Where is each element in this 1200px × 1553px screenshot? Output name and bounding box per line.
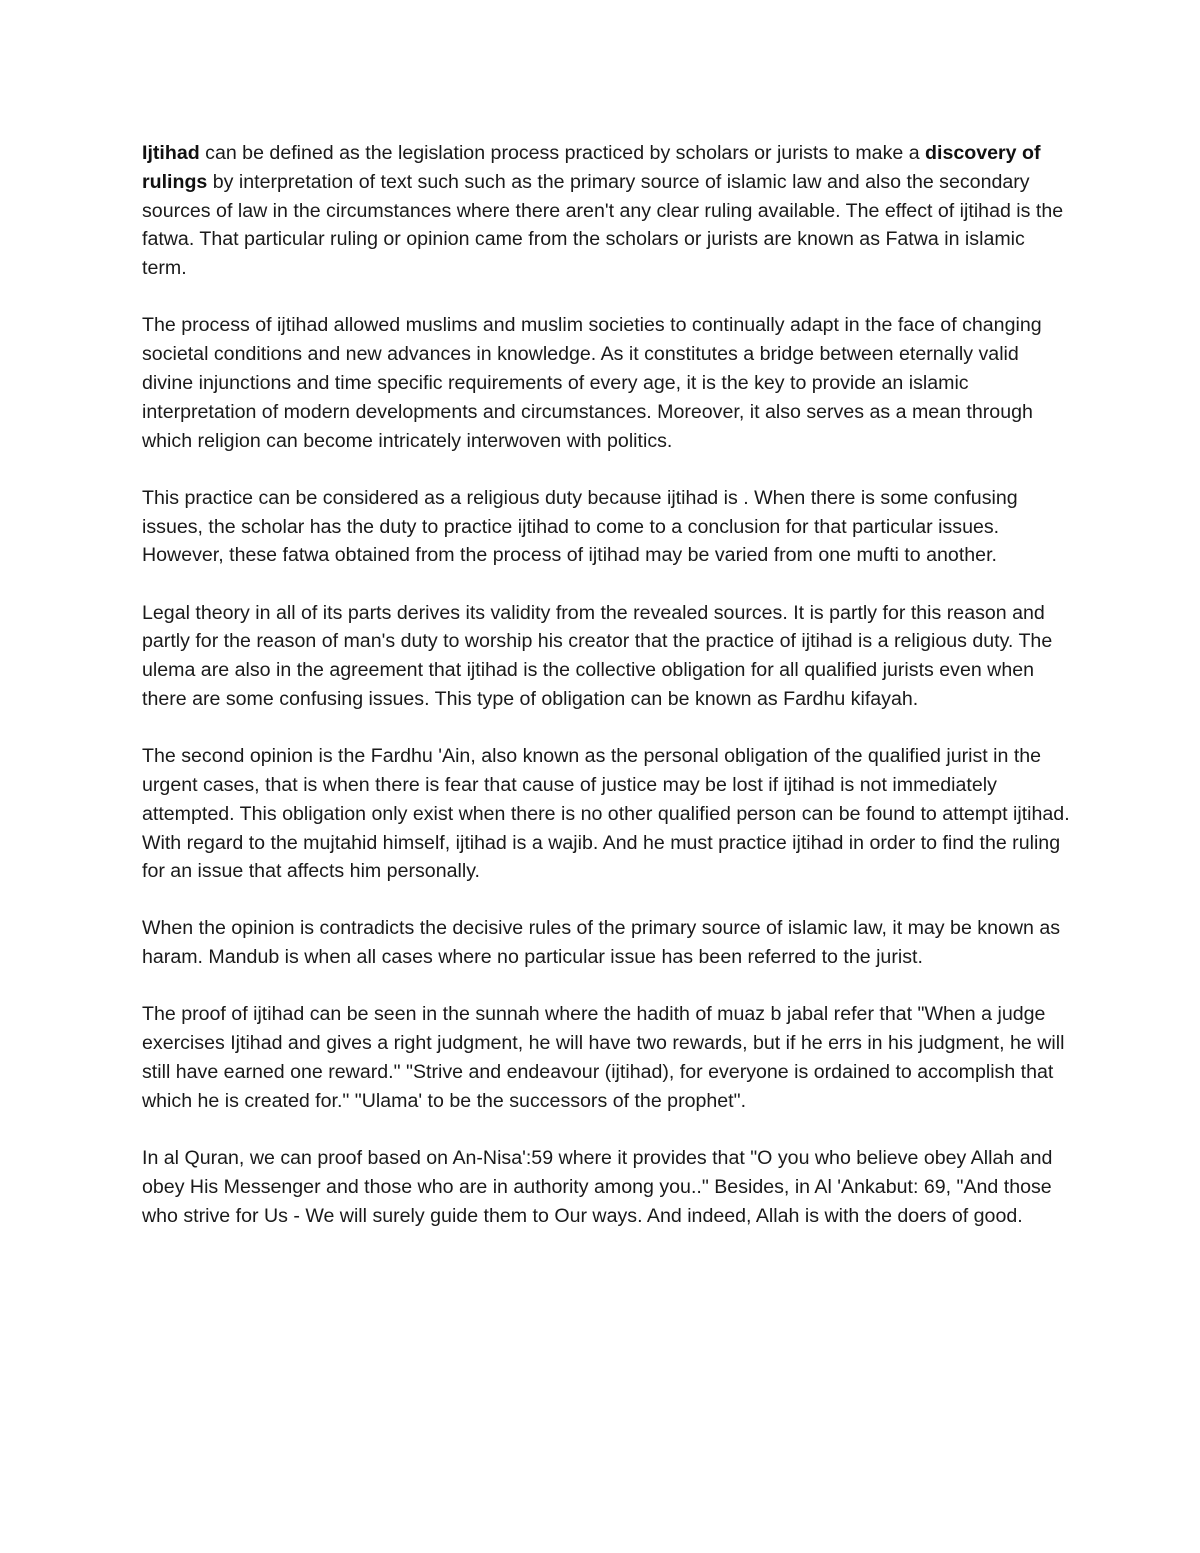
paragraph-sunnah-proof: The proof of ijtihad can be seen in the sunnah where the hadith of muaz b jabal refer that "When a judge exercises Ijtihad and gives a right judgment, he will have two rewards, but if he errs in his judgment, he will still have earned one reward." "Strive and endeavour (ijtihad), for everyone is ordained to accomplish that which he is created for." "Ulama' to be the successors of the prophet". (142, 1003, 1065, 1112)
paragraph-haram-mandub: When the opinion is contradicts the decisive rules of the primary source of islamic law, it may be known as haram. Mandub is when all cases where no particular issue has been referred to the jurist. (142, 917, 1061, 969)
paragraph-religious-duty: This practice can be considered as a religious duty because ijtihad is . When there is some confusing issues, the scholar has the duty to practice ijtihad to come to a conclusion for that particular issues. However, these fatwa obtained from the process of ijtihad may be varied from one mufti to another. (142, 486, 1018, 567)
paragraph-fardhu-ain: The second opinion is the Fardhu 'Ain, also known as the personal obligation of the qualified jurist in the urgent cases, that is when there is fear that cause of justice may be lost if ijtihad is not immediately attempted. This obligation only exist when there is no other qualified person can be found to attempt ijtihad. With regard to the mujtahid himself, ijtihad is a wajib. And he must practice ijtihad in order to find the ruling for an issue that affects him personally. (142, 745, 1070, 883)
term-ijtihad: Ijtihad (142, 142, 200, 164)
paragraph-process: The process of ijtihad allowed muslims and muslim societies to continually adapt in the face of changing societal conditions and new advances in knowledge. As it constitutes a bridge between eternally valid divine injunctions and time specific requirements of every age, it is the key to provide an islamic interpretation of modern developments and circumstances. Moreover, it also serves as a mean through which religion can become intricately interwoven with politics. (142, 314, 1042, 452)
paragraph-text: can be defined as the legislation process practiced by scholars or jurists to make a (199, 142, 926, 164)
paragraph-quran-proof: In al Quran, we can proof based on An-Nisa':59 where it provides that "O you who believe obey Allah and obey His Messenger and those who are in authority among you.." Besides, in Al 'Ankabut: 69, "And those who strive for Us - We will surely guide them to Our ways. And indeed, Allah is with the doers of good. (142, 1147, 1053, 1227)
document-body (142, 139, 1072, 1259)
paragraph-text: by interpretation of text such such as the primary source of islamic law and also the secondary sources of law in the circumstances where there aren't any clear ruling available. The effect of ijtihad is the fatwa. That particular ruling or opinion came from the scholars or jurists are known as Fatwa in islamic term. (142, 170, 1064, 280)
paragraph-ijtihad-definition (142, 139, 1072, 283)
paragraph-legal-theory: Legal theory in all of its parts derives its validity from the revealed sources. It is partly for this reason and partly for the reason of man's duty to worship his creator that the practice of ijtihad is a religious duty. The ulema are also in the agreement that ijtihad is the collective obligation for all qualified jurists even when there are some confusing issues. This type of obligation can be known as Fardhu kifayah. (142, 601, 1053, 710)
term-discovery-of-rulings: discovery of rulings (142, 142, 1041, 193)
